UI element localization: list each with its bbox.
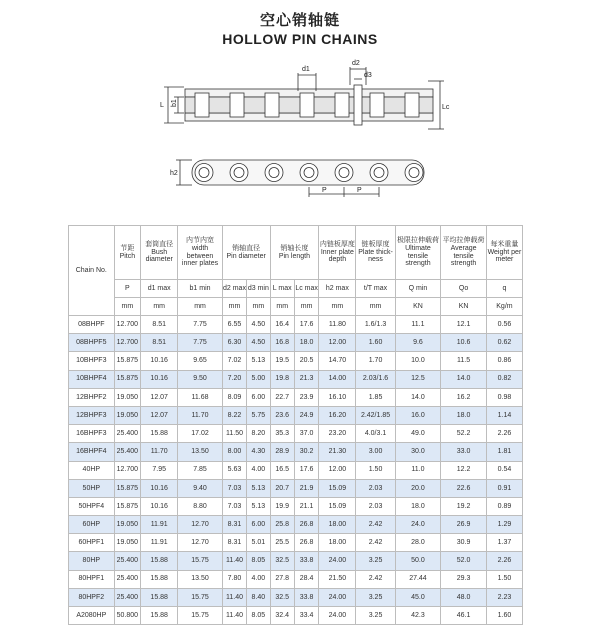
table-cell: 3.25: [356, 588, 395, 606]
table-cell: 10.0: [395, 352, 441, 370]
unit-cell: mm: [141, 298, 178, 316]
subheader-cell: d1 max: [141, 280, 178, 298]
table-cell: 12.700: [114, 461, 141, 479]
table-cell: 15.09: [319, 479, 356, 497]
table-cell: 12.700: [114, 316, 141, 334]
chain-number-cell: 60HP: [69, 516, 115, 534]
table-row: [69, 388, 523, 406]
table-cell: 27.44: [395, 570, 441, 588]
chain-drawing: [150, 55, 450, 205]
table-cell: 46.1: [441, 607, 487, 625]
unit-cell: mm: [319, 298, 356, 316]
dim-label-h2: h2: [170, 170, 178, 177]
table-cell: 9.6: [395, 334, 441, 352]
table-cell: 15.09: [319, 497, 356, 515]
table-cell: 8.31: [222, 534, 246, 552]
table-row: [69, 479, 523, 497]
table-cell: 19.5: [270, 352, 294, 370]
unit-cell: mm: [114, 298, 141, 316]
table-cell: 8.00: [222, 443, 246, 461]
table-cell: 23.20: [319, 425, 356, 443]
chain-number-cell: 08BHPF5: [69, 334, 115, 352]
chain-number-cell: 60HPF1: [69, 534, 115, 552]
chain-number-cell: 16BHPF3: [69, 425, 115, 443]
table-cell: 18.00: [319, 534, 356, 552]
table-cell: 2.26: [486, 425, 522, 443]
unit-cell: KN: [441, 298, 487, 316]
table-cell: 11.91: [141, 534, 178, 552]
table-cell: 11.5: [441, 352, 487, 370]
table-cell: 1.70: [356, 352, 395, 370]
table-row: [69, 334, 523, 352]
table-cell: 18.0: [294, 334, 318, 352]
spec-table: [68, 225, 523, 625]
table-row: [69, 316, 523, 334]
table-cell: 7.80: [222, 570, 246, 588]
table-cell: 35.3: [270, 425, 294, 443]
chain-number-cell: 12BHPF3: [69, 406, 115, 424]
table-cell: 25.5: [270, 534, 294, 552]
table-cell: 19.050: [114, 534, 141, 552]
table-cell: 15.875: [114, 479, 141, 497]
unit-cell: mm: [294, 298, 318, 316]
table-cell: 7.75: [178, 316, 223, 334]
dim-label-Lc: Lc: [442, 104, 450, 111]
table-cell: 7.20: [222, 370, 246, 388]
table-row: [69, 607, 523, 625]
table-cell: 29.3: [441, 570, 487, 588]
table-cell: 19.9: [270, 497, 294, 515]
table-cell: 3.25: [356, 552, 395, 570]
table-row: [69, 352, 523, 370]
table-cell: 8.80: [178, 497, 223, 515]
unit-cell: KN: [395, 298, 441, 316]
table-cell: 18.00: [319, 516, 356, 534]
subheader-cell: Lc max: [294, 280, 318, 298]
header-bush: 套筒直径 Bush diameter: [141, 226, 178, 280]
chain-number-cell: 12BHPF2: [69, 388, 115, 406]
table-cell: 1.29: [486, 516, 522, 534]
table-cell: 8.40: [247, 588, 270, 606]
table-cell: 11.40: [222, 607, 246, 625]
table-cell: 11.1: [395, 316, 441, 334]
table-cell: 5.13: [247, 479, 270, 497]
table-cell: 24.9: [294, 406, 318, 424]
table-cell: 7.75: [178, 334, 223, 352]
table-row: [69, 425, 523, 443]
chain-number-cell: 10BHPF4: [69, 370, 115, 388]
table-cell: 10.16: [141, 479, 178, 497]
table-cell: 33.8: [294, 588, 318, 606]
table-cell: 2.42: [356, 570, 395, 588]
table-cell: 28.9: [270, 443, 294, 461]
table-cell: 0.82: [486, 370, 522, 388]
chain-number-cell: 80HPF1: [69, 570, 115, 588]
table-cell: 6.00: [247, 388, 270, 406]
chain-number-cell: 10BHPF3: [69, 352, 115, 370]
table-cell: 11.40: [222, 588, 246, 606]
table-cell: 23.6: [270, 406, 294, 424]
table-cell: 26.8: [294, 516, 318, 534]
table-cell: 9.50: [178, 370, 223, 388]
table-cell: 5.13: [247, 497, 270, 515]
header-pitch: 节距 Pitch: [114, 226, 141, 280]
table-cell: 32.5: [270, 552, 294, 570]
table-cell: 19.2: [441, 497, 487, 515]
table-row: [69, 588, 523, 606]
dim-label-d3: d3: [364, 72, 372, 79]
table-cell: 15.75: [178, 607, 223, 625]
table-cell: 2.42: [356, 534, 395, 552]
subheader-cell: q: [486, 280, 522, 298]
table-cell: 11.68: [178, 388, 223, 406]
table-cell: 7.95: [141, 461, 178, 479]
table-cell: 4.00: [247, 461, 270, 479]
table-cell: 18.0: [395, 497, 441, 515]
table-cell: 37.0: [294, 425, 318, 443]
table-cell: 8.51: [141, 334, 178, 352]
table-cell: 22.6: [441, 479, 487, 497]
table-cell: 17.02: [178, 425, 223, 443]
table-cell: 9.40: [178, 479, 223, 497]
page-title-chinese: 空心销轴链: [259, 11, 340, 29]
header-chain-no: Chain No.: [69, 226, 115, 316]
table-cell: 4.30: [247, 443, 270, 461]
table-cell: 2.03: [356, 497, 395, 515]
table-cell: 7.02: [222, 352, 246, 370]
table-cell: 15.75: [178, 552, 223, 570]
table-cell: 4.50: [247, 334, 270, 352]
table-row: [69, 516, 523, 534]
table-cell: 11.80: [319, 316, 356, 334]
table-cell: 25.400: [114, 570, 141, 588]
table-cell: 15.875: [114, 497, 141, 515]
table-cell: 10.6: [441, 334, 487, 352]
chain-number-cell: 80HP: [69, 552, 115, 570]
table-cell: 8.51: [141, 316, 178, 334]
table-cell: 14.00: [319, 370, 356, 388]
table-cell: 15.875: [114, 370, 141, 388]
table-cell: 0.54: [486, 461, 522, 479]
table-cell: 11.50: [222, 425, 246, 443]
table-cell: 30.2: [294, 443, 318, 461]
table-row: [69, 570, 523, 588]
table-cell: 19.050: [114, 388, 141, 406]
table-cell: 13.50: [178, 570, 223, 588]
table-row: [69, 534, 523, 552]
table-cell: 5.13: [247, 352, 270, 370]
table-cell: 5.75: [247, 406, 270, 424]
table-cell: 12.00: [319, 461, 356, 479]
table-cell: 52.2: [441, 425, 487, 443]
table-cell: 10.16: [141, 370, 178, 388]
table-cell: 16.5: [270, 461, 294, 479]
unit-cell: mm: [247, 298, 270, 316]
unit-cell: Kg/m: [486, 298, 522, 316]
table-cell: 11.91: [141, 516, 178, 534]
table-cell: 7.85: [178, 461, 223, 479]
dim-label-p1: P: [322, 187, 327, 194]
table-cell: 8.05: [247, 607, 270, 625]
table-cell: 1.37: [486, 534, 522, 552]
table-cell: 28.4: [294, 570, 318, 588]
header-width: 内节内宽 width between inner plates: [178, 226, 223, 280]
dim-label-L: L: [160, 102, 164, 109]
header-pin-diameter: 销轴直径 Pin diameter: [222, 226, 270, 280]
table-cell: 52.0: [441, 552, 487, 570]
table-cell: 12.700: [114, 334, 141, 352]
table-cell: 42.3: [395, 607, 441, 625]
dim-label-b1: b1: [171, 99, 178, 107]
table-cell: 2.42: [356, 516, 395, 534]
table-cell: 11.40: [222, 552, 246, 570]
header-inner-plate: 内链板厚度 Inner plate depth: [319, 226, 356, 280]
table-cell: 2.23: [486, 588, 522, 606]
subheader-cell: Qo: [441, 280, 487, 298]
table-cell: 32.5: [270, 588, 294, 606]
unit-cell: mm: [178, 298, 223, 316]
table-cell: 19.050: [114, 406, 141, 424]
table-cell: 16.8: [270, 334, 294, 352]
table-cell: 48.0: [441, 588, 487, 606]
table-cell: 0.62: [486, 334, 522, 352]
table-cell: 2.03: [356, 479, 395, 497]
table-cell: 21.30: [319, 443, 356, 461]
header-average-strength: 平均拉伸载荷 Average tensile strength: [441, 226, 487, 280]
table-cell: 17.6: [294, 461, 318, 479]
table-cell: 33.8: [294, 552, 318, 570]
table-cell: 3.00: [356, 443, 395, 461]
table-cell: 12.07: [141, 406, 178, 424]
table-cell: 30.9: [441, 534, 487, 552]
dim-label-d2: d2: [352, 60, 360, 67]
table-cell: 0.98: [486, 388, 522, 406]
table-cell: 50.0: [395, 552, 441, 570]
table-cell: 14.0: [395, 388, 441, 406]
table-cell: 25.400: [114, 443, 141, 461]
table-cell: 14.70: [319, 352, 356, 370]
table-cell: 1.85: [356, 388, 395, 406]
chain-number-cell: 50HP: [69, 479, 115, 497]
subheader-cell: t/T max: [356, 280, 395, 298]
page-title: HOLLOW PIN CHAINS: [222, 31, 378, 47]
table-cell: 19.8: [270, 370, 294, 388]
dim-label-p2: P: [357, 187, 362, 194]
table-cell: 11.0: [395, 461, 441, 479]
table-cell: 8.20: [247, 425, 270, 443]
table-cell: 4.00: [247, 570, 270, 588]
table-cell: 1.6/1.3: [356, 316, 395, 334]
table-cell: 20.5: [294, 352, 318, 370]
table-cell: 17.6: [294, 316, 318, 334]
unit-cell: mm: [222, 298, 246, 316]
table-cell: 12.70: [178, 516, 223, 534]
table-row: [69, 461, 523, 479]
table-cell: 33.4: [294, 607, 318, 625]
table-cell: 9.65: [178, 352, 223, 370]
table-cell: 16.4: [270, 316, 294, 334]
table-cell: 15.88: [141, 607, 178, 625]
table-row: [69, 497, 523, 515]
table-cell: 32.4: [270, 607, 294, 625]
chain-number-cell: 16BHPF4: [69, 443, 115, 461]
table-cell: 25.8: [270, 516, 294, 534]
table-cell: 6.30: [222, 334, 246, 352]
table-cell: 21.3: [294, 370, 318, 388]
table-cell: 6.55: [222, 316, 246, 334]
table-cell: 18.0: [441, 406, 487, 424]
table-row: [69, 406, 523, 424]
table-cell: 10.16: [141, 497, 178, 515]
table-cell: 3.25: [356, 607, 395, 625]
table-cell: 8.05: [247, 552, 270, 570]
table-cell: 21.50: [319, 570, 356, 588]
table-cell: 27.8: [270, 570, 294, 588]
subheader-cell: d2 max: [222, 280, 246, 298]
table-cell: 2.03/1.6: [356, 370, 395, 388]
table-cell: 2.42/1.85: [356, 406, 395, 424]
table-cell: 24.00: [319, 588, 356, 606]
table-cell: 15.88: [141, 552, 178, 570]
table-cell: 12.2: [441, 461, 487, 479]
table-cell: 33.0: [441, 443, 487, 461]
table-cell: 49.0: [395, 425, 441, 443]
table-cell: 20.7: [270, 479, 294, 497]
table-cell: 5.01: [247, 534, 270, 552]
table-cell: 1.60: [486, 607, 522, 625]
table-cell: 15.88: [141, 425, 178, 443]
dim-label-d1: d1: [302, 66, 310, 73]
table-cell: 45.0: [395, 588, 441, 606]
table-cell: 5.00: [247, 370, 270, 388]
table-cell: 25.400: [114, 588, 141, 606]
table-cell: 21.1: [294, 497, 318, 515]
header-weight: 每米重量 Weight per meter: [486, 226, 522, 280]
table-row: [69, 443, 523, 461]
unit-cell: mm: [356, 298, 395, 316]
table-cell: 0.86: [486, 352, 522, 370]
table-cell: 13.50: [178, 443, 223, 461]
table-cell: 8.31: [222, 516, 246, 534]
table-cell: 1.50: [356, 461, 395, 479]
table-cell: 25.400: [114, 425, 141, 443]
table-cell: 7.03: [222, 497, 246, 515]
table-cell: 15.88: [141, 588, 178, 606]
spec-table-body: [69, 316, 523, 625]
table-cell: 16.2: [441, 388, 487, 406]
table-cell: 8.22: [222, 406, 246, 424]
header-pin-length: 销轴长度 Pin length: [270, 226, 319, 280]
table-cell: 2.26: [486, 552, 522, 570]
table-cell: 11.70: [141, 443, 178, 461]
table-cell: 0.56: [486, 316, 522, 334]
table-cell: 6.00: [247, 516, 270, 534]
table-cell: 7.03: [222, 479, 246, 497]
header-ultimate-strength: 极限拉伸载荷 Ultimate tensile strength: [395, 226, 441, 280]
table-cell: 15.75: [178, 588, 223, 606]
table-cell: 30.0: [395, 443, 441, 461]
chain-number-cell: 50HPF4: [69, 497, 115, 515]
table-cell: 0.89: [486, 497, 522, 515]
subheader-cell: P: [114, 280, 141, 298]
table-cell: 1.60: [356, 334, 395, 352]
table-cell: 1.81: [486, 443, 522, 461]
table-row: [69, 370, 523, 388]
subheader-cell: Q min: [395, 280, 441, 298]
table-cell: 1.14: [486, 406, 522, 424]
header-plate-thickness: 链板厚度 Plate thick-ness: [356, 226, 395, 280]
subheader-cell: L max: [270, 280, 294, 298]
table-cell: 0.91: [486, 479, 522, 497]
table-cell: 50.800: [114, 607, 141, 625]
table-row: [69, 552, 523, 570]
table-cell: 5.63: [222, 461, 246, 479]
table-cell: 12.1: [441, 316, 487, 334]
chain-number-cell: 40HP: [69, 461, 115, 479]
table-cell: 26.8: [294, 534, 318, 552]
table-cell: 10.16: [141, 352, 178, 370]
table-cell: 24.00: [319, 552, 356, 570]
table-cell: 16.10: [319, 388, 356, 406]
table-cell: 12.00: [319, 334, 356, 352]
table-cell: 21.9: [294, 479, 318, 497]
table-cell: 4.0/3.1: [356, 425, 395, 443]
table-cell: 23.9: [294, 388, 318, 406]
table-cell: 16.20: [319, 406, 356, 424]
table-cell: 25.400: [114, 552, 141, 570]
table-cell: 20.0: [395, 479, 441, 497]
table-cell: 14.0: [441, 370, 487, 388]
chain-number-cell: A2080HP: [69, 607, 115, 625]
table-cell: 24.0: [395, 516, 441, 534]
table-cell: 26.9: [441, 516, 487, 534]
table-cell: 4.50: [247, 316, 270, 334]
table-cell: 15.875: [114, 352, 141, 370]
chain-number-cell: 80HPF2: [69, 588, 115, 606]
subheader-cell: d3 min: [247, 280, 270, 298]
table-cell: 22.7: [270, 388, 294, 406]
table-cell: 1.50: [486, 570, 522, 588]
table-cell: 12.70: [178, 534, 223, 552]
table-cell: 11.70: [178, 406, 223, 424]
table-cell: 16.0: [395, 406, 441, 424]
table-cell: 24.00: [319, 607, 356, 625]
table-cell: 12.07: [141, 388, 178, 406]
unit-cell: mm: [270, 298, 294, 316]
table-cell: 28.0: [395, 534, 441, 552]
table-cell: 8.09: [222, 388, 246, 406]
subheader-cell: b1 min: [178, 280, 223, 298]
table-cell: 15.88: [141, 570, 178, 588]
chain-number-cell: 08BHPF: [69, 316, 115, 334]
table-cell: 12.5: [395, 370, 441, 388]
subheader-cell: h2 max: [319, 280, 356, 298]
table-cell: 19.050: [114, 516, 141, 534]
